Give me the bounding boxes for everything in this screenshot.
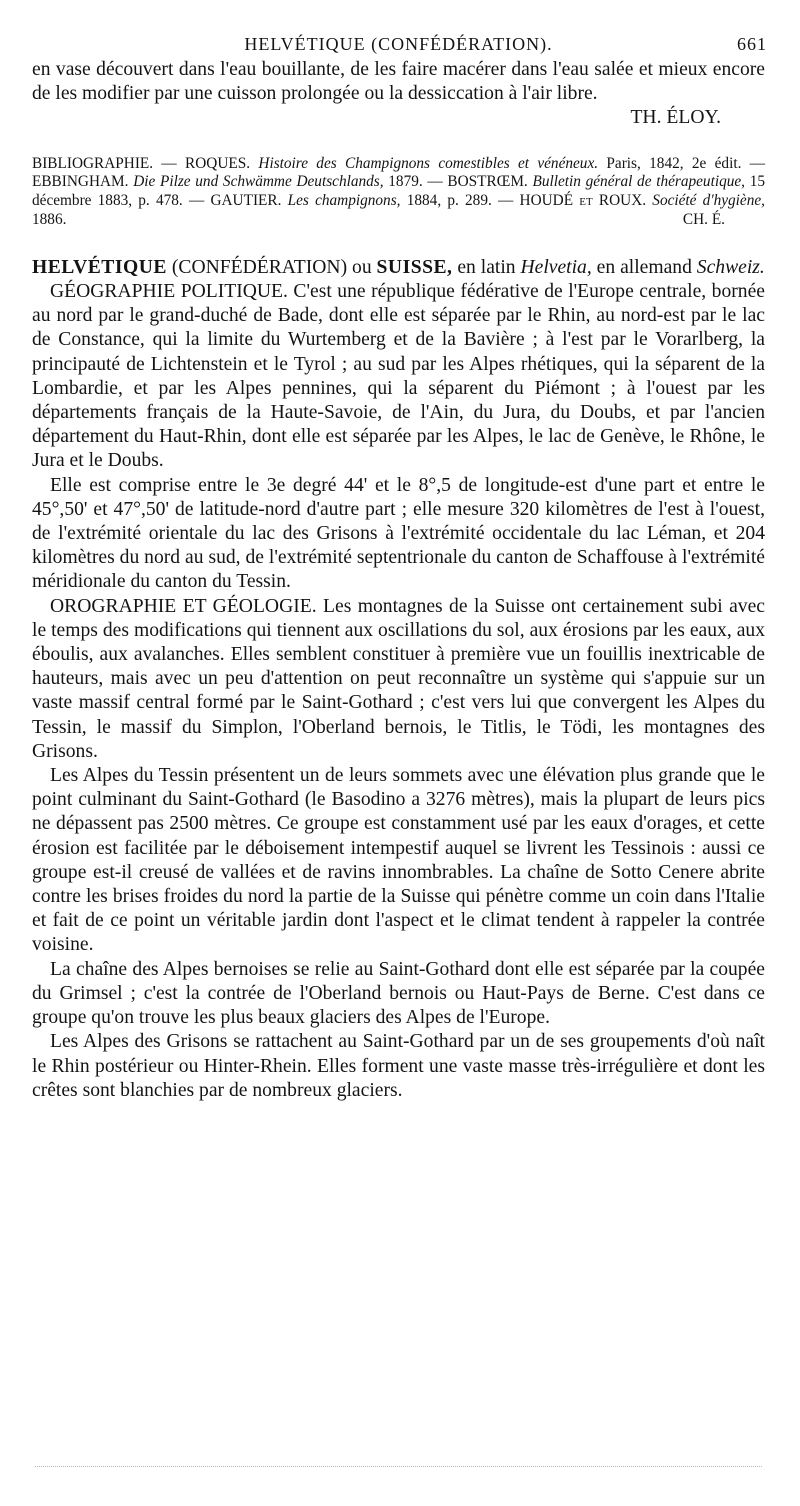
running-header xyxy=(32,34,765,58)
paragraph-text: Les montagnes de la Suisse ont certainement subi avec le temps des modifications qui tiennent aux oscillations du sol, aux érosions par les eaux, aux éboulis, aux avalanches. Elles semblent constituer à première vue un fouillis inextricable de hauteurs, mais avec un peu d'attention on peut reconnaître un système qui s'appuie sur un vaste massif central formé par le Saint-Gothard ; c'est vers lui que convergent les Alpes du Tessin, le massif du Simplon, l'Oberland bernois, le Titlis, le Tödi, les montagnes des Grisons. xyxy=(32,595,765,762)
bib-title: Les champignons, xyxy=(287,192,401,210)
author-signature: TH. ÉLOY. xyxy=(630,107,721,129)
paragraph: Elle est comprise entre le 3e degré 44' et le 8°,5 de longitude-est d'une part et entre le 45°,50' et 47°,50' de latitude-nord d'autre part ; elle mesure 320 kilomètres de l'est à l'ouest, de l'extrémité orientale du lac des Grisons à l'extrémité occidentale du lac Léman, et 204 kilomètres du nord au sud, de l'extrémité septentrionale du canton de Schaffouse à l'extrémité méridionale du canton du Tessin. xyxy=(32,474,765,593)
bib-title: Bulletin général de thérapeutique, xyxy=(532,173,745,191)
running-title: HELVÉTIQUE (CONFÉDÉRATION). xyxy=(244,34,553,54)
bib-author: BOSTRŒM. xyxy=(447,173,528,191)
alt-headword: SUISSE, xyxy=(376,256,453,278)
paragraph: Les Alpes des Grisons se rattachent au Saint-Gothard par un de ses groupements d'où naît le Rhin postérieur ou Hinter-Rhein. Elles forment une vaste masse très-irrégulière et dont les crêtes sont blanchies par de nombreux glaciers. xyxy=(32,1031,765,1101)
previous-entry-text: en vase découvert dans l'eau bouillante, de les faire macérer dans l'eau salée et mieux encore de les modifier par une cuisson prolongée ou la dessiccation à l'air libre. xyxy=(32,59,765,105)
page-number: 661 xyxy=(737,34,767,54)
bib-author: ROQUES. xyxy=(185,154,251,172)
bib-author: HOUDÉ et ROUX. xyxy=(519,192,647,210)
paragraph-text: C'est une république fédérative de l'Europe centrale, bornée au nord par le grand-duché de Bade, dont elle est séparée par le Rhin, au nord-est par le lac de Constance, qui la limite du Wurtemberg et de la Bavière ; à l'est par le Vorarlberg, la principauté de Lichtenstein et le Tyrol ; au sud par les Alpes rhétiques, qui la séparent de la Lombardie, et par les Alpes pennines, qui la séparent du Piémont ; à l'ouest par les départements français de la Haute-Savoie, de l'Ain, du Jura, du Doubs, et par l'ancien département du Haut-Rhin, dont elle est séparée par les Alpes, le lac de Genève, le Rhône, le Jura et le Doubs. xyxy=(32,281,765,472)
bib-details: Paris, 1842, 2e édit. xyxy=(606,154,742,172)
bib-details: 1879. xyxy=(388,173,423,191)
headword-paren: (CONFÉDÉRATION) xyxy=(171,256,348,278)
section-title-orography: OROGRAPHIE ET GÉOLOGIE. xyxy=(50,595,317,617)
headword: HELVÉTIQUE xyxy=(32,256,167,278)
paragraph xyxy=(32,280,765,474)
bib-details: 15 décembre 1883, p. 478. xyxy=(32,173,766,210)
german-intro: en allemand xyxy=(596,256,692,278)
bibliography-label: BIBLIOGRAPHIE. xyxy=(32,154,154,172)
paragraph: Les Alpes du Tessin présentent un de leurs sommets avec une élévation plus grande que le point culminant du Saint-Gothard (le Basodino a 3276 mètres), mais la plupart de leurs pics ne dépassent pas 2500 mètres. Ce groupe est constamment usé par les eaux d'orages, et cette érosion est facilitée par le déboisement intempestif auquel se livrent les Tessinois : aussi ce groupe est-il creusé de vallées et de ravins innombrables. La chaîne de Sotto Cenere abrite contre les brises froides du nord la partie de la Suisse qui pénètre comme un coin dans l'Italie et fait de ce point un véritable jardin dont l'aspect et le climat tendent à rappeler la contrée voisine. xyxy=(32,765,765,956)
bib-title: Société d'hygiène, xyxy=(652,192,765,210)
paragraph: La chaîne des Alpes bernoises se relie au Saint-Gothard dont elle est séparée par la coupée du Grimsel ; c'est la contrée de l'Oberland bernois ou Haut-Pays de Berne. C'est dans ce groupe qu'on trouve les plus beaux glaciers des Alpes de l'Europe. xyxy=(32,958,765,1029)
bib-title: Die Pilze und Schwämme Deutschlands, xyxy=(133,173,384,191)
or-word: ou xyxy=(352,256,372,278)
bib-author: EBBINGHAM. xyxy=(32,173,129,191)
german-name: Schweiz. xyxy=(696,256,765,278)
bibliography: BIBLIOGRAPHIE. — ROQUES. Histoire des Champignons comestibles et vénéneux. Paris, 1842, 2e édit. — EBBINGHAM. Die Pilze und Schwämme Deutschlands, 1879. — BOSTRŒM. Bulletin général de thérapeutique, 15 décembre 1883, p. 478. — GAUTIER. Les champignons, 1884, p. 289. — HOUDÉ et ROUX. Société d'hygiène, 1886. CH. É. xyxy=(32,154,766,228)
entry-heading xyxy=(32,256,765,280)
bib-details: 1886. xyxy=(32,211,67,228)
bibliography-signature: CH. É. xyxy=(682,211,725,228)
bib-details: 1884, p. 289. xyxy=(406,192,492,210)
paragraph xyxy=(32,595,765,764)
latin-intro: en latin xyxy=(457,256,516,278)
footer-dotted-rule xyxy=(35,1466,762,1467)
bib-author: GAUTIER. xyxy=(210,192,282,210)
article-body xyxy=(32,256,765,1103)
bib-title: Histoire des Champignons comestibles et vénéneux. xyxy=(258,154,599,172)
latin-name: Helvetia, xyxy=(520,256,592,278)
page xyxy=(32,34,765,1103)
previous-entry-end xyxy=(32,58,765,131)
section-title-geography: GÉOGRAPHIE POLITIQUE. xyxy=(50,281,288,302)
